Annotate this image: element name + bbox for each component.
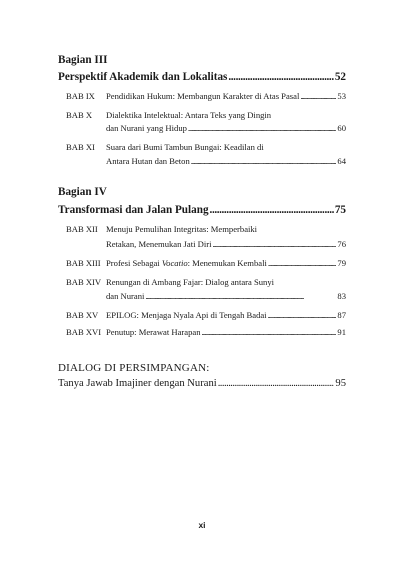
page-number: 76	[337, 239, 346, 249]
dot-leader	[145, 291, 336, 301]
dot-leader	[188, 123, 336, 133]
chapter-title-text: : Menemukan Kembali	[187, 258, 267, 268]
dot-leader	[300, 91, 336, 101]
toc-entry-chapter[interactable]	[106, 310, 346, 320]
page-folio: xi	[198, 520, 206, 530]
dialog-subtitle: Tanya Jawab Imajiner dengan Nurani	[58, 378, 217, 389]
dot-leader	[210, 204, 334, 216]
page-number: 75	[334, 204, 346, 216]
dot-leader	[268, 258, 337, 268]
chapter-title: Suara dari Bumi Tambun Bungai: Keadilan di	[106, 142, 264, 152]
dot-leader	[228, 71, 333, 83]
chapter-number: BAB XIV	[66, 277, 102, 287]
part-4-title: Transformasi dan Jalan Pulang	[58, 204, 209, 216]
page-number: 53	[337, 91, 346, 101]
chapter-number: BAB XVI	[66, 327, 102, 337]
dot-leader	[212, 239, 336, 249]
chapter-number: BAB XI	[66, 142, 95, 152]
page-number: 95	[335, 378, 346, 389]
toc-entry-chapter[interactable]	[106, 258, 346, 268]
toc-entry-part-4[interactable]	[58, 204, 346, 216]
chapter-number: BAB X	[66, 110, 93, 120]
chapter-title-continued: dan Nurani yang Hidup	[106, 123, 187, 133]
page-number: 83	[337, 291, 346, 301]
chapter-title: Menuju Pemulihan Integritas: Memperbaiki	[106, 224, 258, 234]
page-number: 91	[337, 327, 346, 337]
toc-entry-chapter[interactable]	[106, 327, 346, 337]
chapter-title: Penutup: Merawat Harapan	[106, 327, 201, 337]
page-number: 79	[337, 258, 346, 268]
page-number: 52	[334, 71, 346, 83]
chapter-title	[106, 258, 267, 268]
chapter-title-text: Profesi Sebagai	[106, 258, 162, 268]
chapter-title: EPILOG: Menjaga Nyala Api di Tengah Badai	[106, 310, 267, 320]
chapter-title-continued: dan Nurani	[106, 291, 145, 301]
dot-leader	[191, 156, 337, 166]
dot-leader	[268, 310, 337, 320]
toc-entry-chapter[interactable]	[106, 291, 346, 301]
toc-entry-part-3[interactable]	[58, 71, 346, 83]
dot-leader	[218, 378, 335, 389]
chapter-title: Dialektika Intelektual: Antara Teks yang Dingin	[106, 110, 272, 120]
dot-leader	[202, 327, 337, 337]
chapter-number: BAB IX	[66, 91, 95, 101]
chapter-title-continued: Antara Hutan dan Beton	[106, 156, 190, 166]
page-number: 87	[337, 310, 346, 320]
chapter-number: BAB XII	[66, 224, 98, 234]
chapter-number: BAB XV	[66, 310, 99, 320]
chapter-title: Renungan di Ambang Fajar: Dialog antara Sunyi	[106, 277, 275, 287]
part-3-label: Bagian III	[58, 54, 108, 66]
part-3-title: Perspektif Akademik dan Lokalitas	[58, 71, 228, 83]
toc-entry-chapter[interactable]	[106, 156, 346, 166]
chapter-title-continued: Retakan, Menemukan Jati Diri	[106, 239, 212, 249]
page-number: 60	[337, 123, 346, 133]
toc-entry-chapter[interactable]	[106, 91, 346, 101]
part-4-label: Bagian IV	[58, 186, 107, 198]
toc-entry-chapter[interactable]	[106, 239, 346, 249]
chapter-number: BAB XIII	[66, 258, 101, 268]
chapter-title: Pendidikan Hukum: Membangun Karakter di Atas Pasal	[106, 91, 300, 101]
page-number: 64	[337, 156, 346, 166]
toc-entry-chapter[interactable]	[106, 123, 346, 133]
toc-entry-dialog[interactable]	[58, 378, 346, 389]
dialog-section-title: DIALOG DI PERSIMPANGAN:	[58, 362, 210, 374]
chapter-title-italic: Vocatio	[161, 258, 188, 268]
